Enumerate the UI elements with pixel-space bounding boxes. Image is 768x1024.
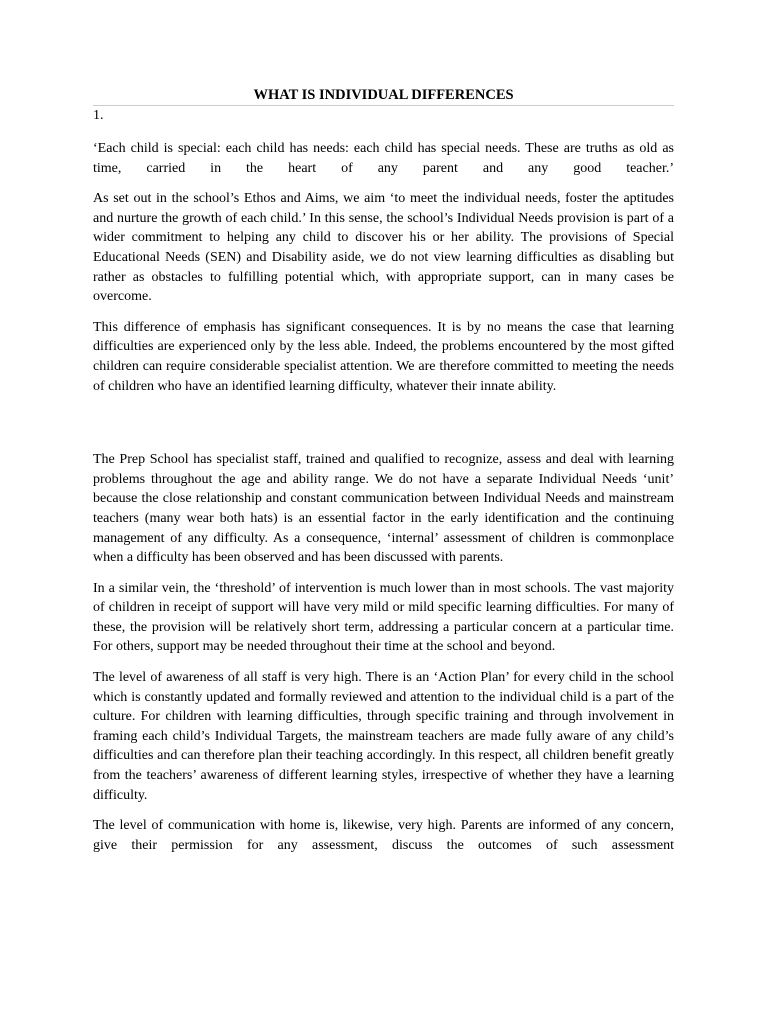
paragraph-home-communication: The level of communication with home is, likewise, very high. Parents are informed of any concern, give their permission for any assessment, discuss the outcomes of such assessment bbox=[93, 818, 674, 853]
paragraph-staff-awareness: The level of awareness of all staff is very high. There is an ‘Action Plan’ for every child in the school which is constantly updated and formally reviewed and attention to the individual child is a part of the culture. For children with learning difficulties, through specific training and through involvement in framing each child’s Individual Targets, the mainstream teachers are made fully aware of any child’s difficulties and can therefore plan their teaching accordingly. In this respect, all children benefit greatly from the teachers’ awareness of different learning styles, irrespective of whether they have a learning difficulty. bbox=[93, 670, 674, 803]
paragraph-ethos-aims: As set out in the school’s Ethos and Aims, we aim ‘to meet the individual needs, foster the aptitudes and nurture the growth of each child.’ In this sense, the school’s Individual Needs provision is part of a wider commitment to helping any child to discover his or her ability. The provisions of Special Educational Needs (SEN) and Disability aside, we do not view learning difficulties as disabling but rather as obstacles to fulfilling potential which, with appropriate support, can in many cases be overcome. bbox=[93, 191, 674, 305]
paragraph-threshold: In a similar vein, the ‘threshold’ of intervention is much lower than in most schools. The vast majority of children in receipt of support will have very mild or mild specific learning difficulties. For many of these, the provision will be relatively short term, addressing a particular concern at a particular time. For others, support may be needed throughout their time at the school and beyond. bbox=[93, 580, 674, 655]
document-title: WHAT IS INDIVIDUAL DIFFERENCES bbox=[93, 86, 674, 106]
paragraph-quote: ‘Each child is special: each child has needs: each child has special needs. These are truths as old as time, carried in the heart of any parent and any good teacher.’ bbox=[93, 141, 674, 176]
document-page bbox=[93, 86, 674, 866]
paragraph-specialist-staff: The Prep School has specialist staff, trained and qualified to recognize, assess and deal with learning problems throughout the age and ability range. We do not have a separate Individual Needs ‘unit’ because the close relationship and constant communication between Individual Needs and mainstream teachers (many wear both hats) is an essential factor in the early identification and the continuing management of any difficulty. As a consequence, ‘internal’ assessment of children is commonplace when a difficulty has been observed and has been discussed with parents. bbox=[93, 452, 674, 566]
paragraph-emphasis: This difference of emphasis has significant consequences. It is by no means the case that learning difficulties are experienced only by the less able. Indeed, the problems encountered by the most gifted children can require considerable specialist attention. We are therefore committed to meeting the needs of children who have an identified learning difficulty, whatever their innate ability. bbox=[93, 319, 674, 394]
section-number: 1. bbox=[93, 108, 104, 123]
blank-spacer bbox=[93, 407, 674, 450]
